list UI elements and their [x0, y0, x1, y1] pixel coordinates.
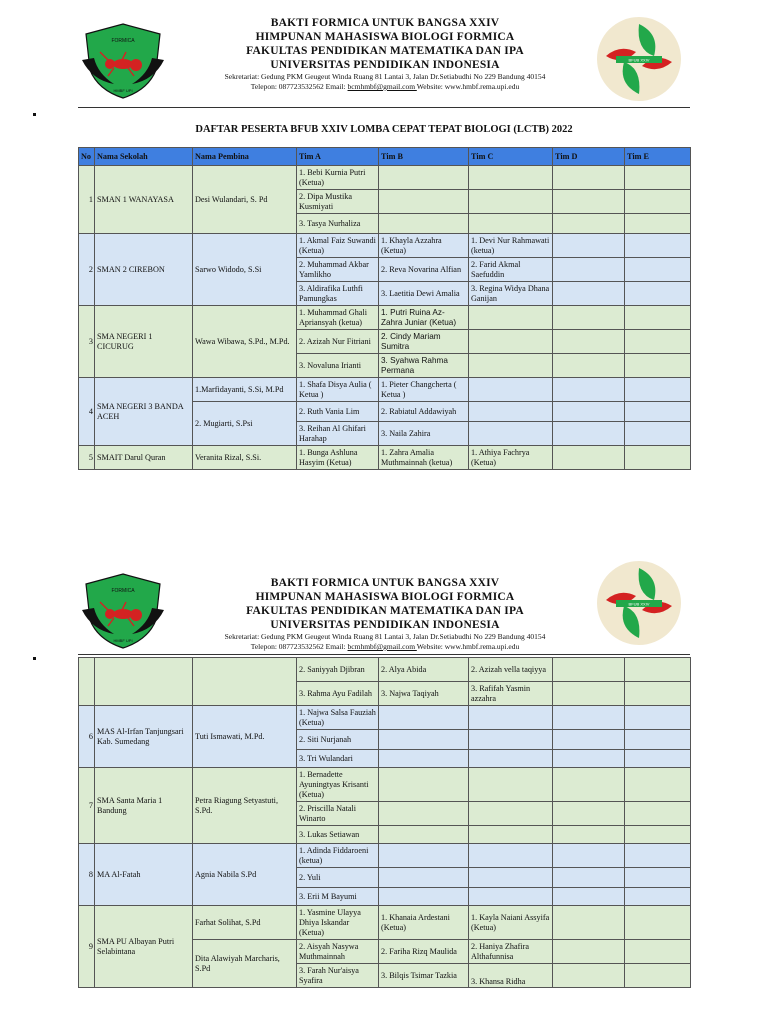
- bullet-marker: [33, 657, 36, 660]
- school-name: SMA NEGERI 3 BANDA ACEH: [95, 378, 193, 446]
- member-cell: 2. Priscilla Natali Winarto: [297, 802, 379, 826]
- contact-website: Website: www.hmbf.rema.upi.edu: [416, 82, 520, 91]
- table-header-row: [79, 148, 691, 166]
- member-cell: 3. Aldirafika Luthfi Pamungkas: [297, 282, 379, 306]
- col-tim-e: Tim E: [625, 148, 691, 166]
- logo-left-label: FORMICA: [111, 38, 135, 44]
- school-name: SMA NEGERI 1 CICURUG: [95, 306, 193, 378]
- member-cell: 1. Kayla Naiani Assyifa (Ketua): [469, 906, 553, 940]
- member-cell: 1. Devi Nur Rahmawati (ketua): [469, 234, 553, 258]
- member-cell: 1. Akmal Faiz Suwandi (Ketua): [297, 234, 379, 258]
- table-row: [79, 234, 691, 258]
- empty-cell: [469, 166, 553, 190]
- member-cell: 1. Shafa Disya Aulia ( Ketua ): [297, 378, 379, 402]
- header-line2: HIMPUNAN MAHASISWA BIOLOGI FORMICA: [255, 591, 515, 603]
- school-name: SMAIT Darul Quran: [95, 446, 193, 470]
- row-number: 6: [79, 706, 95, 768]
- coach-name: Wawa Wibawa, S.Pd., M.Pd.: [193, 306, 297, 378]
- row-number: 4: [79, 378, 95, 446]
- school-name: MA Al-Fatah: [95, 844, 193, 906]
- member-cell: 1. Bunga Ashluna Hasyim (Ketua): [297, 446, 379, 470]
- coach-name: Farhat Solihat, S.Pd: [193, 906, 297, 940]
- school-name: SMA Santa Maria 1 Bandung: [95, 768, 193, 844]
- coach-name: Agnia Nabila S.Pd: [193, 844, 297, 906]
- member-cell: 3. Novaluna Irianti: [297, 354, 379, 378]
- logo-right-label: BFUB XXIV: [628, 601, 650, 607]
- email-link[interactable]: bcmhmbf@gmail.com: [347, 82, 417, 91]
- member-cell: 2. Rabiatul Addawiyah: [379, 402, 469, 422]
- member-cell: 3. Farah Nur'aisya Syafira: [297, 964, 379, 988]
- member-cell: 3. Najwa Taqiyah: [379, 682, 469, 706]
- school-name: MAS Al-Irfan Tanjungsari Kab. Sumedang: [95, 706, 193, 768]
- member-cell: 2. Azizah vella taqiyya: [469, 658, 553, 682]
- logo-left-sublabel: HMBF UPI: [113, 88, 133, 93]
- header-rule: [78, 107, 690, 108]
- col-coach: Nama Pembina: [193, 148, 297, 166]
- member-cell: 3. Tri Wulandari: [297, 750, 379, 768]
- coach-name: Desi Wulandari, S. Pd: [193, 166, 297, 234]
- member-cell: 1. Zahra Amalia Muthmainnah (ketua): [379, 446, 469, 470]
- table-row: [79, 306, 691, 330]
- table-row: [79, 446, 691, 470]
- header-line2: HIMPUNAN MAHASISWA BIOLOGI FORMICA: [255, 31, 515, 43]
- col-no: No: [79, 148, 95, 166]
- header-line4: UNIVERSITAS PENDIDIKAN INDONESIA: [270, 619, 500, 631]
- member-cell: 2. Yuli: [297, 868, 379, 888]
- letterhead: [0, 0, 768, 120]
- member-cell: 3. Khansa Ridha: [469, 964, 553, 988]
- member-cell: 2. Aisyah Nasywa Muthmainnah: [297, 940, 379, 964]
- page-1: [0, 0, 768, 500]
- member-cell: 2. Fariha Rizq Maulida: [379, 940, 469, 964]
- col-tim-b: Tim B: [379, 148, 469, 166]
- header-line3: FAKULTAS PENDIDIKAN MATEMATIKA DAN IPA: [246, 45, 524, 57]
- header-line1: BAKTI FORMICA UNTUK BANGSA XXIV: [270, 17, 500, 29]
- member-cell: 2. Cindy Mariam Sumitra: [379, 330, 469, 354]
- member-cell: 3. Syahwa Rahma Permana: [379, 354, 469, 378]
- member-cell: 2. Azizah Nur Fitriani: [297, 330, 379, 354]
- row-number: 3: [79, 306, 95, 378]
- member-cell: 2. Alya Abida: [379, 658, 469, 682]
- table-row: [79, 768, 691, 802]
- coach-name: Petra Riagung Setyastuti, S.Pd.: [193, 768, 297, 844]
- school-name: SMAN 2 CIREBON: [95, 234, 193, 306]
- header-line4: UNIVERSITAS PENDIDIKAN INDONESIA: [270, 59, 500, 71]
- col-school: Nama Sekolah: [95, 148, 193, 166]
- empty-cell: [379, 166, 469, 190]
- member-cell: 1. Muhammad Ghali Apriansyah (ketua): [297, 306, 379, 330]
- bfub-logo-icon: [596, 16, 682, 102]
- coach-name: Tuti Ismawati, M.Pd.: [193, 706, 297, 768]
- member-cell: 1. Bebi Kurnia Putri (Ketua): [297, 166, 379, 190]
- member-cell: 3. Reihan Al Ghifari Harahap: [297, 422, 379, 446]
- table-row: [79, 906, 691, 940]
- member-cell: 2. Dipa Mustika Kusmiyati: [297, 190, 379, 214]
- table-row: [79, 658, 691, 682]
- row-number: 2: [79, 234, 95, 306]
- coach-name: Dita Alawiyah Marcharis, S.Pd: [193, 940, 297, 988]
- participant-table-page1: [78, 147, 691, 470]
- school-name: SMA PU Albayan Putri Selabintana: [95, 906, 193, 988]
- header-line1: BAKTI FORMICA UNTUK BANGSA XXIV: [270, 577, 500, 589]
- member-cell: 1. Yasmine Ulayya Dhiya Iskandar (Ketua): [297, 906, 379, 940]
- member-cell: 2. Saniyyah Djibran: [297, 658, 379, 682]
- col-tim-a: Tim A: [297, 148, 379, 166]
- col-tim-c: Tim C: [469, 148, 553, 166]
- header-line3: FAKULTAS PENDIDIKAN MATEMATIKA DAN IPA: [246, 605, 524, 617]
- member-cell: 1. Putri Ruina Az-Zahra Juniar (Ketua): [379, 306, 469, 330]
- formica-logo-icon: [78, 20, 168, 100]
- coach-name: Sarwo Widodo, S.Si: [193, 234, 297, 306]
- member-cell: 3. Rahma Ayu Fadilah: [297, 682, 379, 706]
- member-cell: 3. Erii M Bayumi: [297, 888, 379, 906]
- empty-cell: [625, 166, 691, 190]
- member-cell: 2. Reva Novarina Alfian: [379, 258, 469, 282]
- member-cell: 2. Farid Akmal Saefuddin: [469, 258, 553, 282]
- header-address: Sekretariat: Gedung PKM Geugeut Winda Ruang 81 Lantai 3, Jalan Dr.Setiabudhi No 229 Bandung 40154: [224, 72, 546, 81]
- letterhead-text: [180, 16, 590, 92]
- document-title: DAFTAR PESERTA BFUB XXIV LOMBA CEPAT TEPAT BIOLOGI (LCTB) 2022: [195, 124, 573, 135]
- member-cell: 1. Pieter Changcherta ( Ketua ): [379, 378, 469, 402]
- school-name: SMAN 1 WANAYASA: [95, 166, 193, 234]
- logo-left-label: FORMICA: [111, 588, 135, 594]
- row-number: 7: [79, 768, 95, 844]
- table-row: [79, 844, 691, 868]
- participant-table-page2: [78, 657, 691, 988]
- contact-website: Website: www.hmbf.rema.upi.edu: [416, 642, 520, 651]
- header-contact: [180, 642, 590, 652]
- member-cell: 3. Bilqis Tsimar Tazkia: [379, 964, 469, 988]
- email-link[interactable]: bcmhmbf@gmail.com: [347, 642, 417, 651]
- member-cell: 2. Siti Nurjanah: [297, 730, 379, 750]
- table-row: [79, 706, 691, 730]
- logo-right-label: BFUB XXIV: [628, 57, 650, 63]
- contact-prefix: Telepon: 087723532562 Email:: [250, 642, 348, 651]
- coach-name: 2. Mugiarti, S.Psi: [193, 402, 297, 446]
- header-contact: [180, 82, 590, 92]
- row-number: 1: [79, 166, 95, 234]
- header-rule: [78, 654, 690, 655]
- member-cell: 1. Khanaia Ardestani (Ketua): [379, 906, 469, 940]
- member-cell: 3. Laetitia Dewi Amalia: [379, 282, 469, 306]
- member-cell: 1. Najwa Salsa Fauziah (Ketua): [297, 706, 379, 730]
- member-cell: 2. Ruth Vania Lim: [297, 402, 379, 422]
- coach-name: Veranita Rizal, S.Si.: [193, 446, 297, 470]
- coach-name: 1.Marfidayanti, S.Si, M.Pd: [193, 378, 297, 402]
- table-row: [79, 378, 691, 402]
- empty-cell: [553, 166, 625, 190]
- letterhead-text: [180, 576, 590, 652]
- member-cell: 1. Khayla Azzahra (Ketua): [379, 234, 469, 258]
- member-cell: 2. Muhammad Akbar Yamlikho: [297, 258, 379, 282]
- member-cell: 3. Naila Zahira: [379, 422, 469, 446]
- member-cell: 3. Lukas Setiawan: [297, 826, 379, 844]
- member-cell: 3. Rafifah Yasmin azzahra: [469, 682, 553, 706]
- member-cell: 2. Haniya Zhafira Althafunnisa: [469, 940, 553, 964]
- bfub-logo-icon: [596, 560, 682, 646]
- member-cell: 1. Athiya Fachrya (Ketua): [469, 446, 553, 470]
- row-number: 5: [79, 446, 95, 470]
- page-2: [0, 560, 768, 1024]
- contact-prefix: Telepon: 087723532562 Email:: [250, 82, 348, 91]
- header-address: Sekretariat: Gedung PKM Geugeut Winda Ruang 81 Lantai 3, Jalan Dr.Setiabudhi No 229 Bandung 40154: [224, 632, 546, 641]
- table-row: [79, 166, 691, 190]
- member-cell: 3. Regina Widya Dhana Ganijan: [469, 282, 553, 306]
- formica-logo-icon: [78, 570, 168, 650]
- bullet-marker: [33, 113, 36, 116]
- col-tim-d: Tim D: [553, 148, 625, 166]
- row-number: 8: [79, 844, 95, 906]
- member-cell: 3. Tasya Nurhaliza: [297, 214, 379, 234]
- member-cell: 1. Bernadette Ayuningtyas Krisanti (Ketua): [297, 768, 379, 802]
- member-cell: 1. Adinda Fiddaroeni (ketua): [297, 844, 379, 868]
- row-number: 9: [79, 906, 95, 988]
- logo-left-sublabel: HMBF UPI: [113, 638, 133, 643]
